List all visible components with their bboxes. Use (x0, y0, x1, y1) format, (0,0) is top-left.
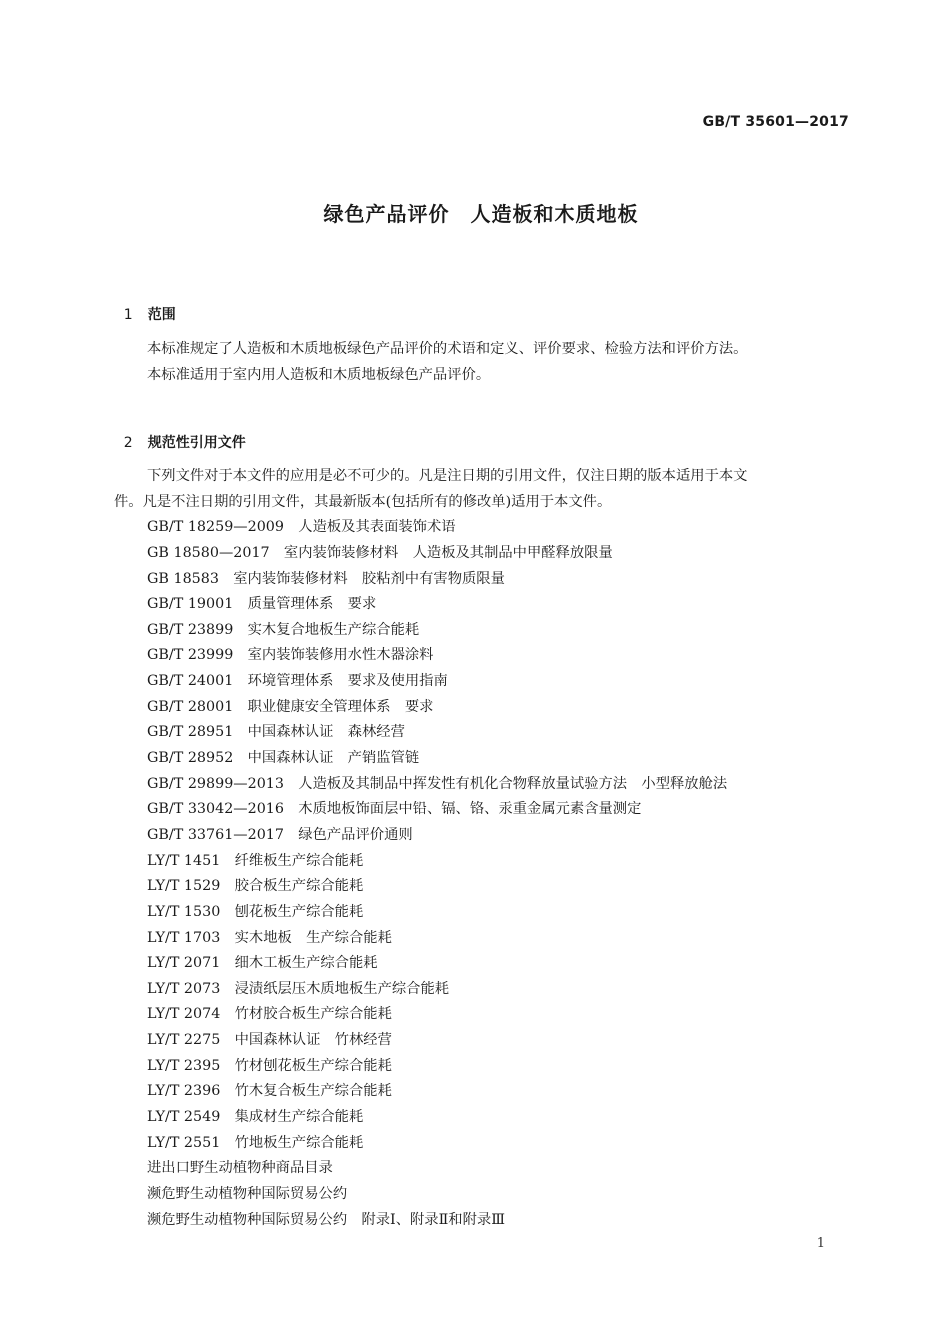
section-title: 规范性引用文件 (147, 435, 246, 451)
standard-number: GB/T 35601—2017 (702, 114, 849, 130)
section-number: 2 (123, 435, 133, 451)
page-number: 1 (816, 1236, 825, 1251)
scope-paragraph: 本标准规定了人造板和木质地板绿色产品评价的术语和定义、评价要求、检验方法和评价方法。 (147, 341, 748, 357)
reference-item: GB/T 28001 职业健康安全管理体系 要求 (147, 699, 434, 715)
reference-item: GB 18580—2017 室内装饰装修材料 人造板及其制品中甲醛释放限量 (147, 545, 613, 561)
reference-item: GB/T 24001 环境管理体系 要求及使用指南 (147, 673, 448, 689)
reference-item: LY/T 2396 竹木复合板生产综合能耗 (147, 1083, 392, 1099)
references-intro: 下列文件对于本文件的应用是必不可少的。凡是注日期的引用文件，仅注日期的版本适用于本文 (147, 468, 748, 484)
reference-item: GB/T 29899—2013 人造板及其制品中挥发性有机化合物释放量试验方法 小型释放舱法 (147, 776, 728, 792)
reference-item: LY/T 2275 中国森林认证 竹林经营 (147, 1032, 392, 1048)
reference-item: LY/T 1530 刨花板生产综合能耗 (147, 904, 364, 920)
reference-item: LY/T 1529 胶合板生产综合能耗 (147, 878, 364, 894)
reference-item: LY/T 2071 细木工板生产综合能耗 (147, 955, 378, 971)
reference-item: GB 18583 室内装饰装修材料 胶粘剂中有害物质限量 (147, 571, 505, 587)
reference-item: LY/T 2073 浸渍纸层压木质地板生产综合能耗 (147, 981, 450, 997)
section-references-heading (114, 416, 246, 452)
reference-item: LY/T 1703 实木地板 生产综合能耗 (147, 930, 392, 946)
section-title: 范围 (147, 307, 176, 323)
reference-item: GB/T 28952 中国森林认证 产销监管链 (147, 750, 420, 766)
reference-item: GB/T 23999 室内装饰装修用水性木器涂料 (147, 647, 434, 663)
reference-item: 濒危野生动植物种国际贸易公约 (147, 1186, 348, 1202)
reference-item: 进出口野生动植物种商品目录 (147, 1160, 333, 1176)
reference-item: GB/T 19001 质量管理体系 要求 (147, 596, 377, 612)
reference-item: LY/T 2395 竹材刨花板生产综合能耗 (147, 1058, 392, 1074)
reference-item: LY/T 2549 集成材生产综合能耗 (147, 1109, 364, 1125)
references-intro: 件。凡是不注日期的引用文件，其最新版本(包括所有的修改单)适用于本文件。 (114, 494, 612, 510)
section-scope-heading (114, 288, 176, 324)
section-number: 1 (123, 307, 133, 323)
reference-item: GB/T 18259—2009 人造板及其表面装饰术语 (147, 519, 456, 535)
reference-item: LY/T 2551 竹地板生产综合能耗 (147, 1135, 364, 1151)
reference-item: LY/T 2074 竹材胶合板生产综合能耗 (147, 1006, 392, 1022)
reference-item: GB/T 33761—2017 绿色产品评价通则 (147, 827, 413, 843)
reference-item: 濒危野生动植物种国际贸易公约 附录Ⅰ、附录Ⅱ和附录Ⅲ (147, 1212, 505, 1228)
reference-item: GB/T 23899 实木复合地板生产综合能耗 (147, 622, 420, 638)
scope-paragraph: 本标准适用于室内用人造板和木质地板绿色产品评价。 (147, 367, 491, 383)
reference-item: LY/T 1451 纤维板生产综合能耗 (147, 853, 364, 869)
reference-item: GB/T 28951 中国森林认证 森林经营 (147, 724, 405, 740)
reference-item: GB/T 33042—2016 木质地板饰面层中铅、镉、铬、汞重金属元素含量测定 (147, 801, 642, 817)
document-title: 绿色产品评价 人造板和木质地板 (323, 202, 639, 226)
